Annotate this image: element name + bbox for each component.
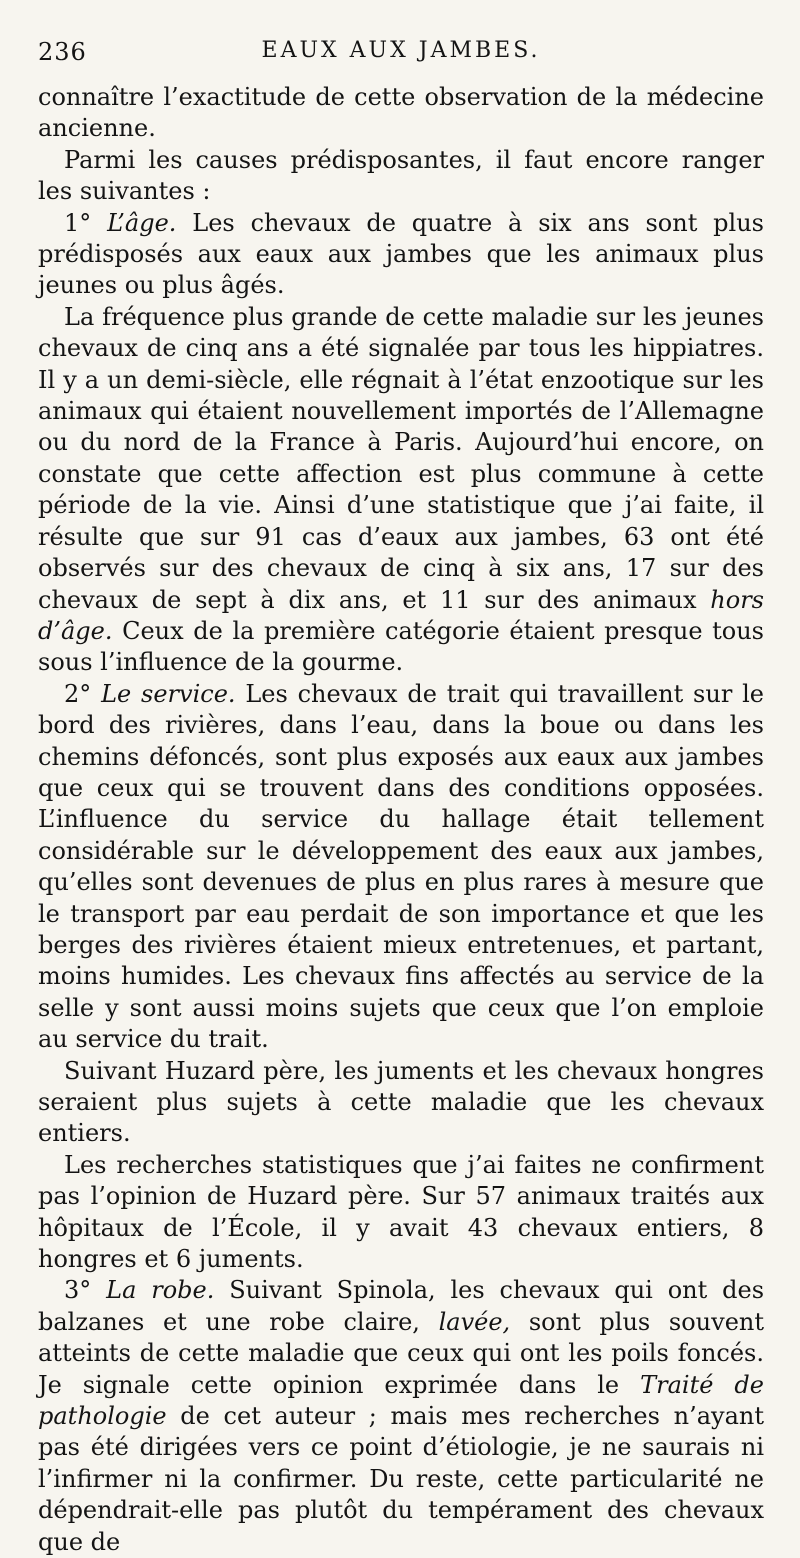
text-run: Suivant Spinola, les chevaux qui ont des balzanes et une robe claire, [38,1276,765,1336]
italic-run: Traité de pathologie [38,1370,764,1431]
paragraph [38,82,764,145]
running-title: EAUX AUX JAMBES. [261,38,541,63]
text-run: Les recherches statistiques que j’ai faites ne confirment pas l’opinion de Huzard père. Sur 57 animaux traités aux hôpitaux de l’École, il y avait 43 chevaux entiers, 8 hongres et 6 juments. [38,1150,764,1274]
paragraph [38,1275,764,1558]
text-run: sont plus souvent atteints de cette maladie que ceux qui ont les poils foncés. Je signale cette opinion exprimée dans le [38,1307,765,1399]
paragraph [38,1150,764,1276]
text-run: 3° [64,1276,107,1305]
text-run: 2° [64,679,102,708]
italic-run: Le service. [101,679,236,708]
text-run: Suivant Huzard père, les juments et les chevaux hongres seraient plus sujets à cette maladie que les chevaux entiers. [38,1056,764,1148]
text-run: Ceux de la première catégorie étaient presque tous sous l’influence de la gourme. [38,616,764,677]
running-header [38,30,764,82]
paragraph [38,1056,764,1150]
text-run: Les chevaux de trait qui travaillent sur le bord des rivières, dans l’eau, dans la boue ou dans les chemins défoncés, sont plus exposés aux eaux aux jambes que ceux qui se trouvent dans des conditions opposées. L’influence du service du hallage était tellement considérable sur le développement des eaux aux jambes, qu’elles sont devenues de plus en plus rares à mesure que le transport par eau perdait de son importance et que les berges des rivières étaient mieux entretenues, et partant, moins humides. Les chevaux fins affectés au service de la selle y sont aussi moins sujets que ceux que l’on emploie au service du trait. [38,679,764,1054]
paragraph [38,145,764,208]
page-number: 236 [38,38,87,66]
paragraph [38,302,764,679]
italic-run: L’âge. [107,208,177,237]
paragraph [38,208,764,302]
italic-run: hors d’âge. [38,585,764,645]
text-run: La fréquence plus grande de cette maladie sur les jeunes chevaux de cinq ans a été signalée par tous les hippiatres. Il y a un demi-siècle, elle régnait à l’état enzootique sur les animaux qui étaient nouvellement importés de l’Allemagne ou du nord de la France à Paris. Aujourd’hui encore, on constate que cette affection est plus commune à cette période de la vie. Ainsi d’une statistique que j’ai faite, il résulte que sur 91 cas d’eaux aux jambes, 63 ont été observés sur des chevaux de cinq à six ans, 17 sur des chevaux de sept à dix ans, et 11 sur des animaux [38,302,764,614]
italic-run: lavée, [438,1307,511,1336]
text-body [38,82,764,1558]
paragraph [38,679,764,1056]
text-run: de cet auteur ; mais mes recherches n’ayant pas été dirigées vers ce point d’étiologie, je ne saurais ni l’infirmer ni la confirmer. Du reste, cette particularité ne dépendrait-elle pas plutôt du tempérament des chevaux que de [38,1402,764,1556]
text-run: 1° [64,208,108,237]
text-run: Les chevaux de quatre à six ans sont plus prédisposés aux eaux aux jambes que les animaux plus jeunes ou plus âgés. [38,208,764,300]
italic-run: La robe. [106,1276,215,1305]
text-run: Parmi les causes prédisposantes, il faut encore ranger les suivantes : [38,145,764,206]
text-run: connaître l’exactitude de cette observation de la médecine ancienne. [38,83,764,143]
